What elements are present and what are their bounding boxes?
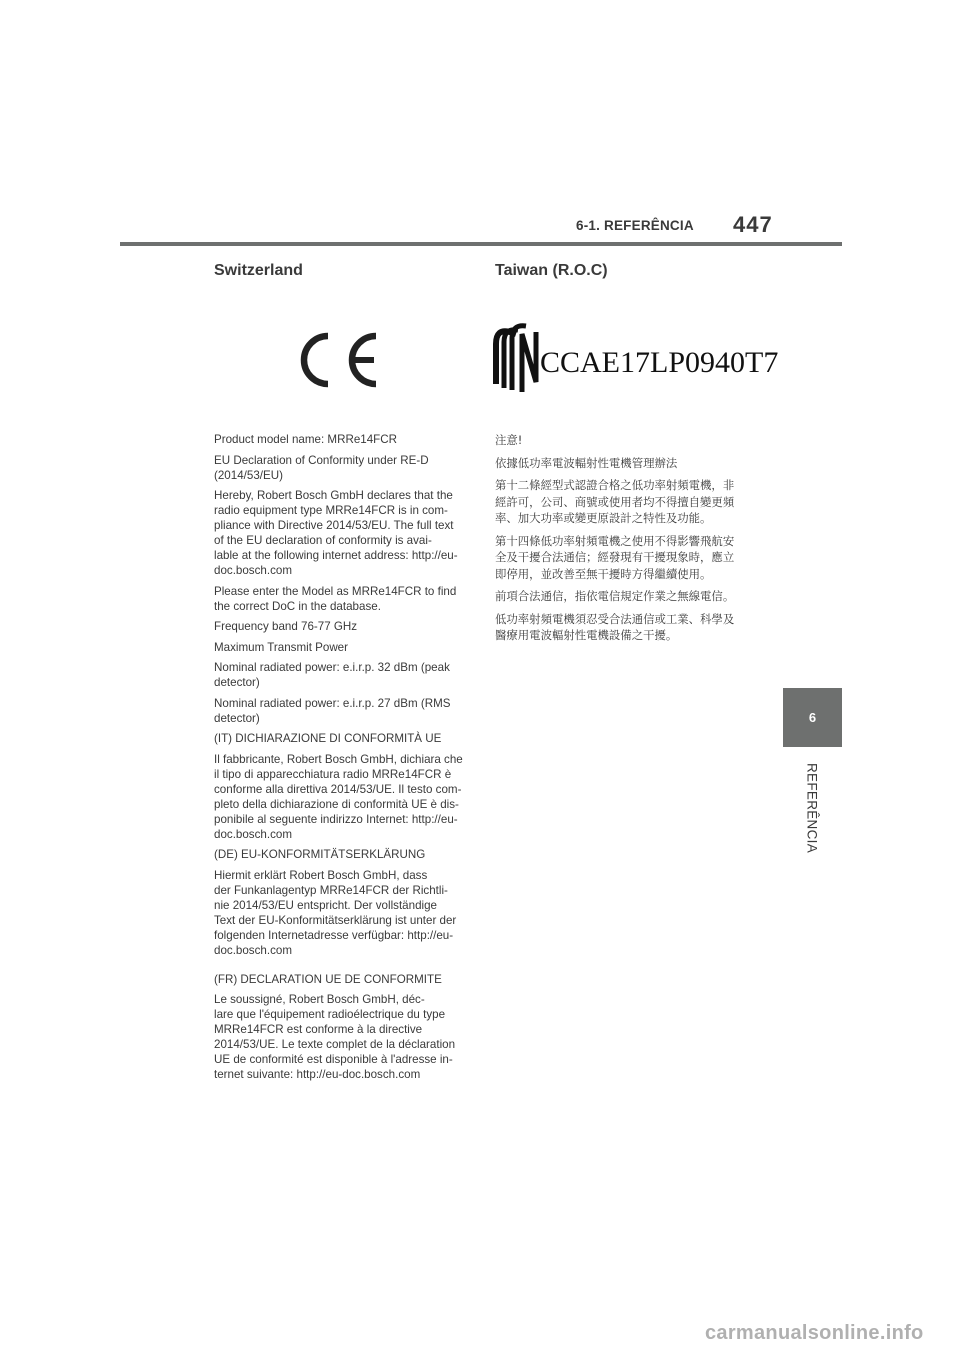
paragraph: (DE) EU-KONFORMITÄTSERKLÄRUNG bbox=[214, 848, 426, 861]
paragraph: Le soussigné, Robert Bosch GmbH, déc- lare que l'équipement radioélectrique du type MRRe14FCR est conforme à la directive 2014/53/UE. Le texte complet de la déclaration UE de conformité est disponible à l'adresse in- ternet suivante: http://eu-doc.bosch.com bbox=[214, 993, 456, 1081]
paragraph: (IT) DICHIARAZIONE DI CONFORMITÀ UE bbox=[214, 732, 442, 745]
chapter-tab[interactable] bbox=[783, 688, 842, 747]
watermark: carmanualsonline.info bbox=[705, 1322, 924, 1344]
chapter-label: REFERÊNCIA bbox=[804, 762, 820, 854]
switzerland-body bbox=[214, 432, 464, 1088]
paragraph: 第十二條經型式認證合格之低功率射頻電機，非 經許可，公司、商號或使用者均不得擅自變更頻 率、加大功率或變更原設計之特性及功能。 bbox=[495, 478, 735, 525]
paragraph: Hiermit erklärt Robert Bosch GmbH, dass der Funkanlagentyp MRRe14FCR der Richtli- nie 2014/53/EU entspricht. Der vollständige Text der EU-Konformitätserklärung ist unter der folgenden Internetadresse verfügbar: http://eu- doc.bosch.com bbox=[214, 868, 457, 957]
section-label: 6-1. REFERÊNCIA bbox=[576, 218, 694, 233]
paragraph: Hereby, Robert Bosch GmbH declares that the radio equipment type MRRe14FCR is in com- pliance with Directive 2014/53/EU. The full text of the EU declaration of conformity is avai- lable at the following internet address: http://eu- doc.bosch.com bbox=[214, 489, 458, 577]
paragraph: (FR) DECLARATION UE DE CONFORMITE bbox=[214, 972, 442, 986]
taiwan-title: Taiwan (R.O.C) bbox=[495, 262, 608, 279]
ncc-code: CCAE17LP0940T7 bbox=[540, 346, 779, 379]
paragraph: 前項合法通信，指依電信規定作業之無線電信。 bbox=[495, 589, 735, 603]
paragraph: EU Declaration of Conformity under RE-D (2014/53/EU) bbox=[214, 453, 429, 482]
paragraph: 第十四條低功率射頻電機之使用不得影響飛航安 全及干擾合法通信；經發現有干擾現象時，應立 即停用，並改善至無干擾時方得繼續使用。 bbox=[495, 533, 735, 581]
page-number: 447 bbox=[733, 212, 773, 237]
ce-mark-icon bbox=[294, 330, 382, 390]
paragraph: 注意! bbox=[495, 433, 523, 447]
paragraph: Il fabbricante, Robert Bosch GmbH, dichiara che il tipo di apparecchiatura radio MRRe14FCR è conforme alla direttiva 2014/53/UE. Il testo com- pleto della dichiarazione di conformità UE è dis- ponibile al seguente indirizzo Internet: http://eu- doc.bosch.com bbox=[214, 752, 463, 841]
paragraph: Frequency band 76-77 GHz bbox=[214, 620, 358, 633]
taiwan-body bbox=[495, 432, 745, 650]
paragraph: Nominal radiated power: e.i.r.p. 32 dBm (peak detector) bbox=[214, 661, 450, 689]
switzerland-title: Switzerland bbox=[214, 262, 303, 279]
paragraph: Nominal radiated power: e.i.r.p. 27 dBm (RMS detector) bbox=[214, 696, 451, 725]
paragraph: 低功率射頻電機須忍受合法通信或工業、科學及 醫療用電波輻射性電機設備之干擾。 bbox=[495, 611, 735, 642]
chapter-number: 6 bbox=[808, 710, 817, 725]
paragraph: Maximum Transmit Power bbox=[214, 640, 348, 654]
ncc-mark-icon bbox=[492, 322, 779, 396]
header-rule bbox=[120, 242, 842, 246]
paragraph: Product model name: MRRe14FCR bbox=[214, 433, 397, 446]
paragraph: 依據低功率電波輻射性電機管理辦法 bbox=[495, 455, 678, 470]
paragraph: Please enter the Model as MRRe14FCR to find the correct DoC in the database. bbox=[214, 584, 457, 613]
